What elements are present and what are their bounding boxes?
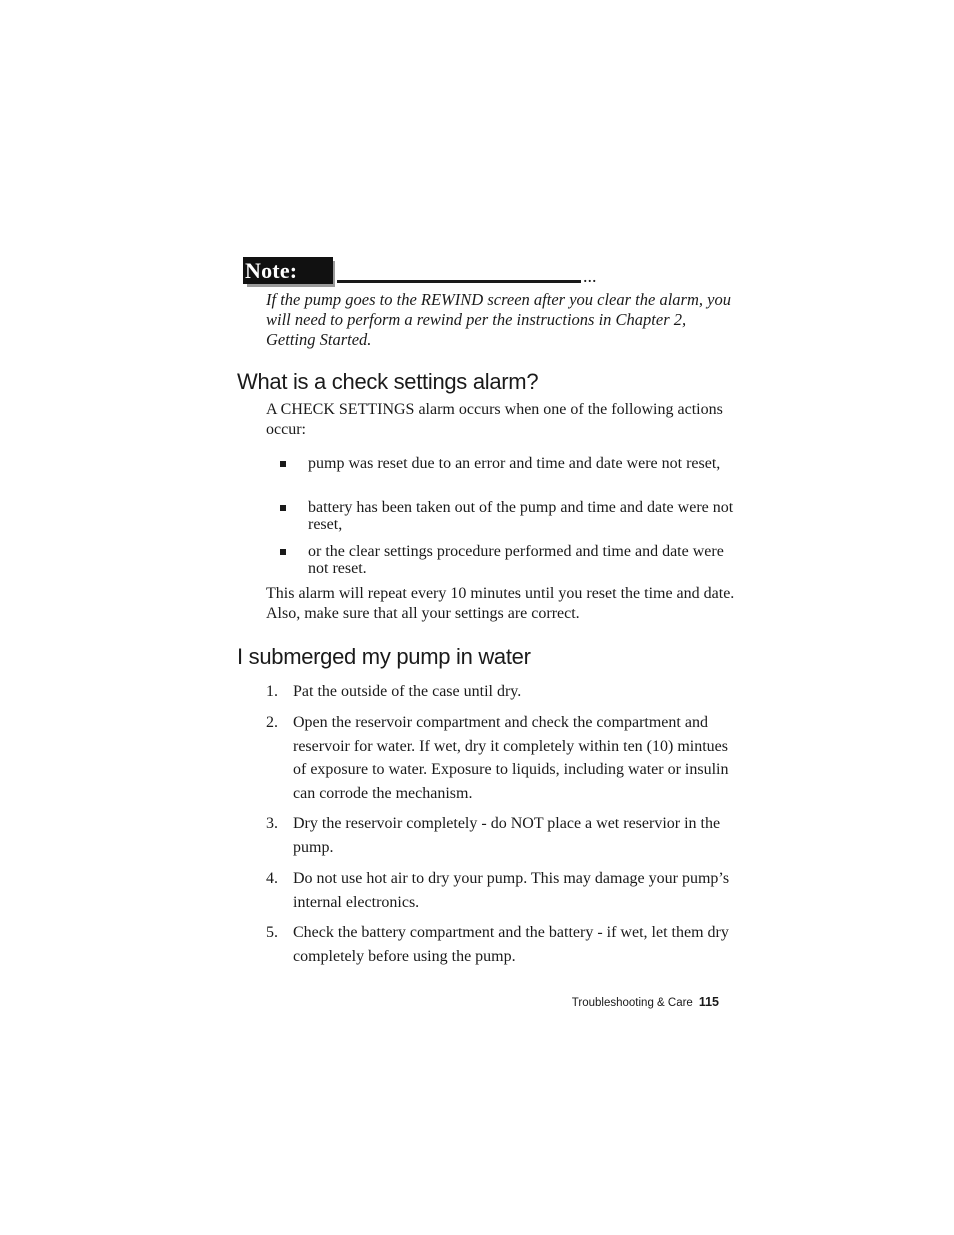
list-item-text: battery has been taken out of the pump and time and date were not reset, xyxy=(308,499,734,533)
step-number: 3. xyxy=(266,815,278,832)
step-number: 4. xyxy=(266,870,278,887)
step-text: Open the reservoir compartment and check the compartment and reservoir for water. If wet, dry it completely within ten (10) mintues of exposure to water. Exposure to liquids, including water or insulin can corrode the mechanism. xyxy=(293,714,729,802)
section-heading-submerged: I submerged my pump in water xyxy=(237,644,531,669)
note-label: Note: xyxy=(243,257,333,284)
section-outro: This alarm will repeat every 10 minutes until you reset the time and date. Also, make sure that all your settings are correct. xyxy=(266,585,735,622)
bullet-icon xyxy=(280,461,286,467)
bullet-icon xyxy=(280,505,286,511)
page-number: 115 xyxy=(698,995,719,1009)
footer-section-title: Troubleshooting & Care xyxy=(571,997,693,1009)
step-number: 1. xyxy=(266,683,278,700)
page-footer xyxy=(500,994,719,1011)
step-text: Do not use hot air to dry your pump. This may damage your pump’s internal electronics. xyxy=(293,870,730,911)
step-number: 2. xyxy=(266,714,278,731)
step-text: Pat the outside of the case until dry. xyxy=(293,683,522,700)
bullet-icon xyxy=(280,549,286,555)
note-callout xyxy=(243,257,337,288)
note-text: If the pump goes to the REWIND screen after you clear the alarm, you will need to perform a rewind per the instructions in Chapter 2, Getting Started. xyxy=(266,290,731,349)
list-item-text: pump was reset due to an error and time and date were not reset, xyxy=(308,455,721,472)
section-intro: A CHECK SETTINGS alarm occurs when one of the following actions occur: xyxy=(266,401,723,438)
list-item-text: or the clear settings procedure performed and time and date were not reset. xyxy=(308,543,724,577)
note-dots: ... xyxy=(583,266,597,286)
note-rule xyxy=(337,280,581,283)
section-heading-check-settings: What is a check settings alarm? xyxy=(237,369,539,394)
step-text: Check the battery compartment and the battery - if wet, let them dry completely before using the pump. xyxy=(293,924,729,965)
step-number: 5. xyxy=(266,924,278,941)
step-text: Dry the reservoir completely - do NOT place a wet reservior in the pump. xyxy=(293,815,721,856)
